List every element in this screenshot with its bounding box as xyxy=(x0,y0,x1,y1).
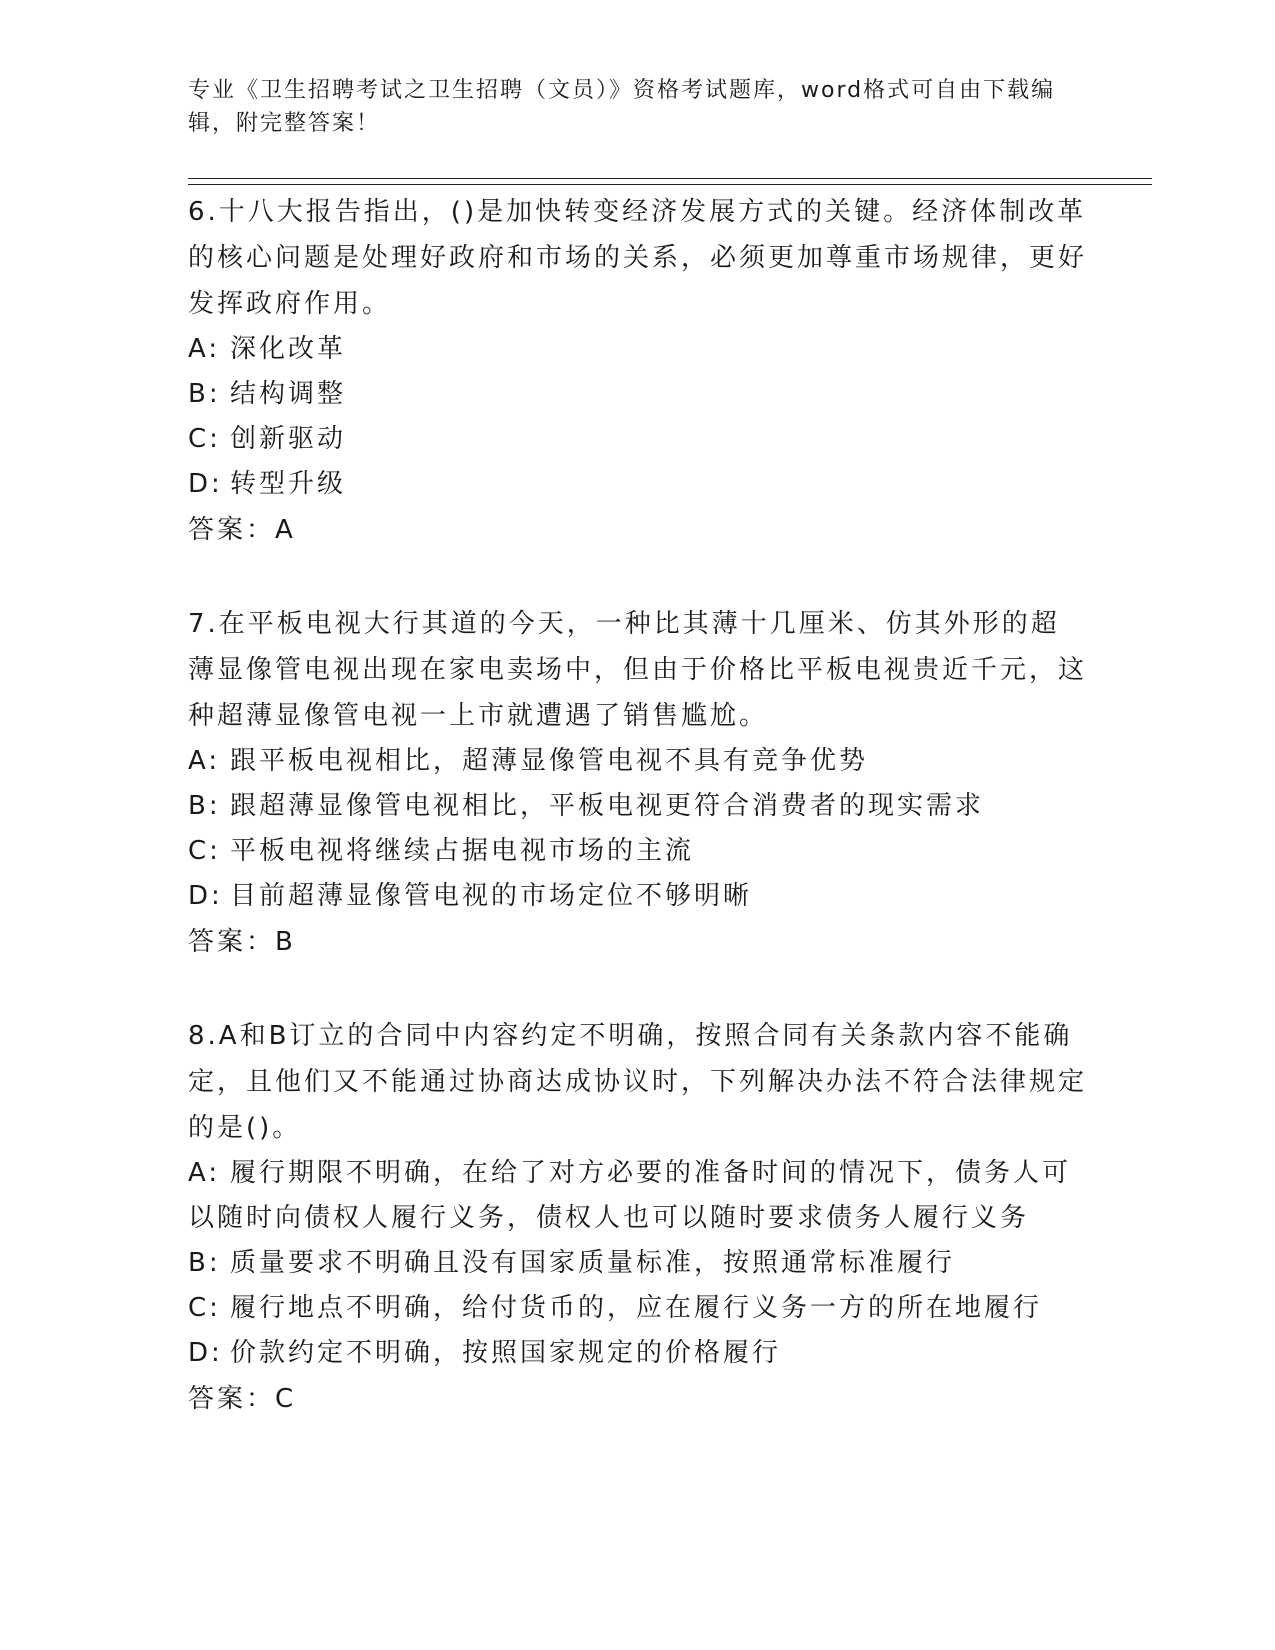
option-key: C: xyxy=(188,1293,221,1323)
option-key: B: xyxy=(188,1248,221,1278)
option-text: 目前超薄显像管电视的市场定位不够明晰 xyxy=(230,881,753,911)
option-text: 深化改革 xyxy=(230,334,347,364)
option-d xyxy=(188,874,1088,919)
question-block xyxy=(188,189,1088,553)
option-a xyxy=(188,739,1088,784)
option-key: C: xyxy=(188,424,221,454)
option-text: 平板电视将继续占据电视市场的主流 xyxy=(230,836,695,866)
option-text: 履行地点不明确，给付货币的，应在履行义务一方的所在地履行 xyxy=(230,1293,1043,1323)
question-block xyxy=(188,601,1088,965)
option-b xyxy=(188,1241,1088,1286)
option-key: D: xyxy=(188,1338,223,1368)
header-divider-bottom xyxy=(188,184,1152,185)
option-key: D: xyxy=(188,469,223,499)
option-a xyxy=(188,1151,1088,1241)
option-key: C: xyxy=(188,836,221,866)
option-b xyxy=(188,784,1088,829)
option-text: 跟超薄显像管电视相比，平板电视更符合消费者的现实需求 xyxy=(230,791,985,821)
option-text: 质量要求不明确且没有国家质量标准，按照通常标准履行 xyxy=(230,1248,956,1278)
option-text: 转型升级 xyxy=(230,469,347,499)
option-text: 履行期限不明确，在给了对方必要的准备时间的情况下，债务人可以随时向债权人履行义务，债权人也可以随时要求债务人履行义务 xyxy=(188,1158,1072,1233)
answer-line: 答案：A xyxy=(188,515,296,545)
option-text: 结构调整 xyxy=(230,379,347,409)
option-key: D: xyxy=(188,881,223,911)
question-block xyxy=(188,1013,1088,1422)
option-c xyxy=(188,829,1088,874)
option-text: 价款约定不明确，按照国家规定的价格履行 xyxy=(230,1338,782,1368)
question-stem: 6.十八大报告指出，()是加快转变经济发展方式的关键。经济体制改革的核心问题是处理好政府和市场的关系，必须更加尊重市场规律，更好发挥政府作用。 xyxy=(188,197,1088,319)
document-header: 专业《卫生招聘考试之卫生招聘（文员）》资格考试题库，word格式可自由下载编辑，附完整答案！ xyxy=(188,78,1056,136)
option-key: B: xyxy=(188,379,221,409)
option-text: 跟平板电视相比，超薄显像管电视不具有竞争优势 xyxy=(230,746,869,776)
option-key: A: xyxy=(188,334,221,364)
option-key: B: xyxy=(188,791,221,821)
answer-line: 答案：B xyxy=(188,927,296,957)
option-key: A: xyxy=(188,746,221,776)
option-text: 创新驱动 xyxy=(230,424,347,454)
option-c xyxy=(188,417,1088,462)
option-key: A: xyxy=(188,1158,221,1188)
header-divider-top xyxy=(188,178,1152,179)
option-d xyxy=(188,1331,1088,1376)
option-a xyxy=(188,327,1088,372)
option-b xyxy=(188,372,1088,417)
answer-line: 答案：C xyxy=(188,1384,297,1414)
option-d xyxy=(188,462,1088,507)
question-stem: 7.在平板电视大行其道的今天，一种比其薄十几厘米、仿其外形的超薄显像管电视出现在家电卖场中，但由于价格比平板电视贵近千元，这种超薄显像管电视一上市就遭遇了销售尴尬。 xyxy=(188,609,1088,731)
question-stem: 8.A和B订立的合同中内容约定不明确，按照合同有关条款内容不能确定，且他们又不能通过协商达成协议时，下列解决办法不符合法律规定的是()。 xyxy=(188,1021,1088,1143)
option-c xyxy=(188,1286,1088,1331)
